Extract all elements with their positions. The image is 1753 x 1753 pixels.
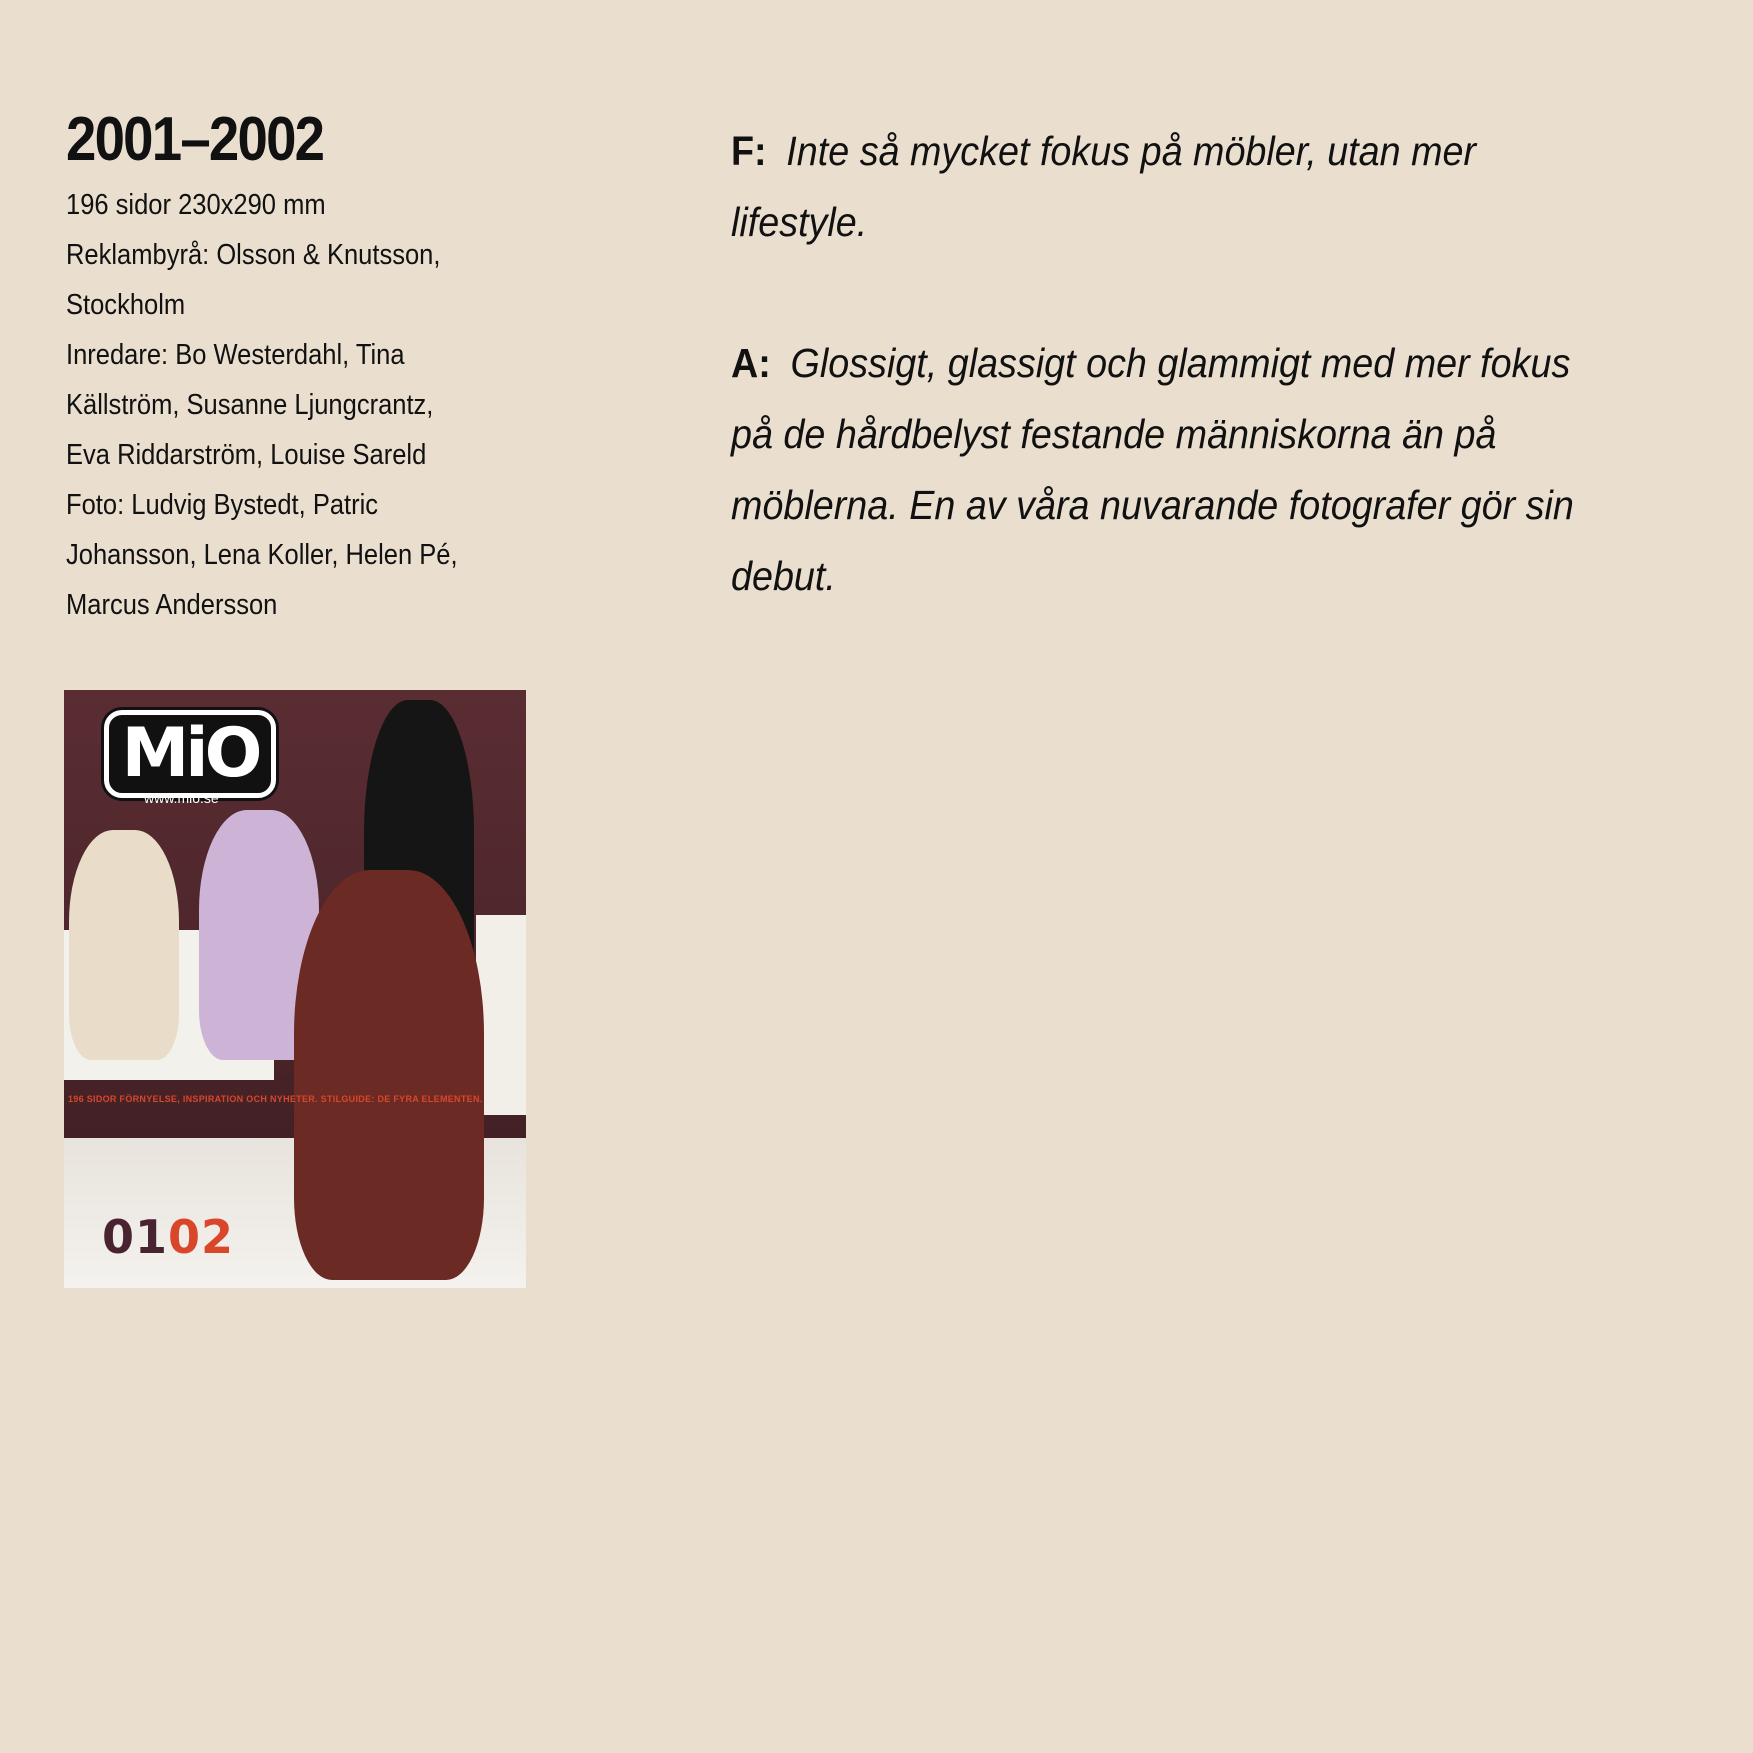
- cover-person: [294, 870, 484, 1280]
- question-text: Inte så mycket fokus på möbler, utan mer lifestyle.: [731, 128, 1477, 245]
- credit-line: Marcus Andersson: [66, 589, 278, 621]
- issue-number-part2: 02: [168, 1210, 235, 1264]
- cover-tagline: 196 SIDOR FÖRNYELSE, INSPIRATION OCH NYHETER. STILGUIDE: DE FYRA ELEMENTEN.: [68, 1094, 483, 1104]
- answer-block: [731, 328, 1577, 612]
- credit-line: Inredare: Bo Westerdahl, Tina: [66, 339, 405, 371]
- credit-line: Johansson, Lena Koller, Helen Pé,: [66, 539, 458, 571]
- credit-line: Reklambyrå: Olsson & Knutsson,: [66, 239, 441, 271]
- credit-line: 196 sidor 230x290 mm: [66, 189, 326, 221]
- answer-label: A:: [731, 340, 771, 386]
- year-heading: 2001–2002: [66, 105, 324, 174]
- credit-line: Eva Riddarström, Louise Sareld: [66, 439, 427, 471]
- issue-number-part1: 01: [102, 1210, 169, 1264]
- credit-line: Stockholm: [66, 289, 186, 321]
- answer-text: Glossigt, glassigt och glammigt med mer fokus på de hårdbelyst festande människorna än på möblerna. En av våra nuvarande fotografer gör sin debut.: [731, 340, 1574, 599]
- cover-person: [69, 830, 179, 1060]
- cover-url: www.mio.se: [144, 790, 219, 806]
- credits-list: [66, 180, 536, 630]
- magazine-cover-image: [64, 690, 526, 1288]
- credit-line: Källström, Susanne Ljungcrantz,: [66, 389, 434, 421]
- info-column: [66, 105, 536, 630]
- issue-number: [102, 1210, 234, 1264]
- question-block: [731, 116, 1577, 258]
- interview-column: [731, 116, 1651, 682]
- question-label: F:: [731, 128, 767, 174]
- credit-line: Foto: Ludvig Bystedt, Patric: [66, 489, 379, 521]
- mio-logo: MiO: [104, 710, 276, 798]
